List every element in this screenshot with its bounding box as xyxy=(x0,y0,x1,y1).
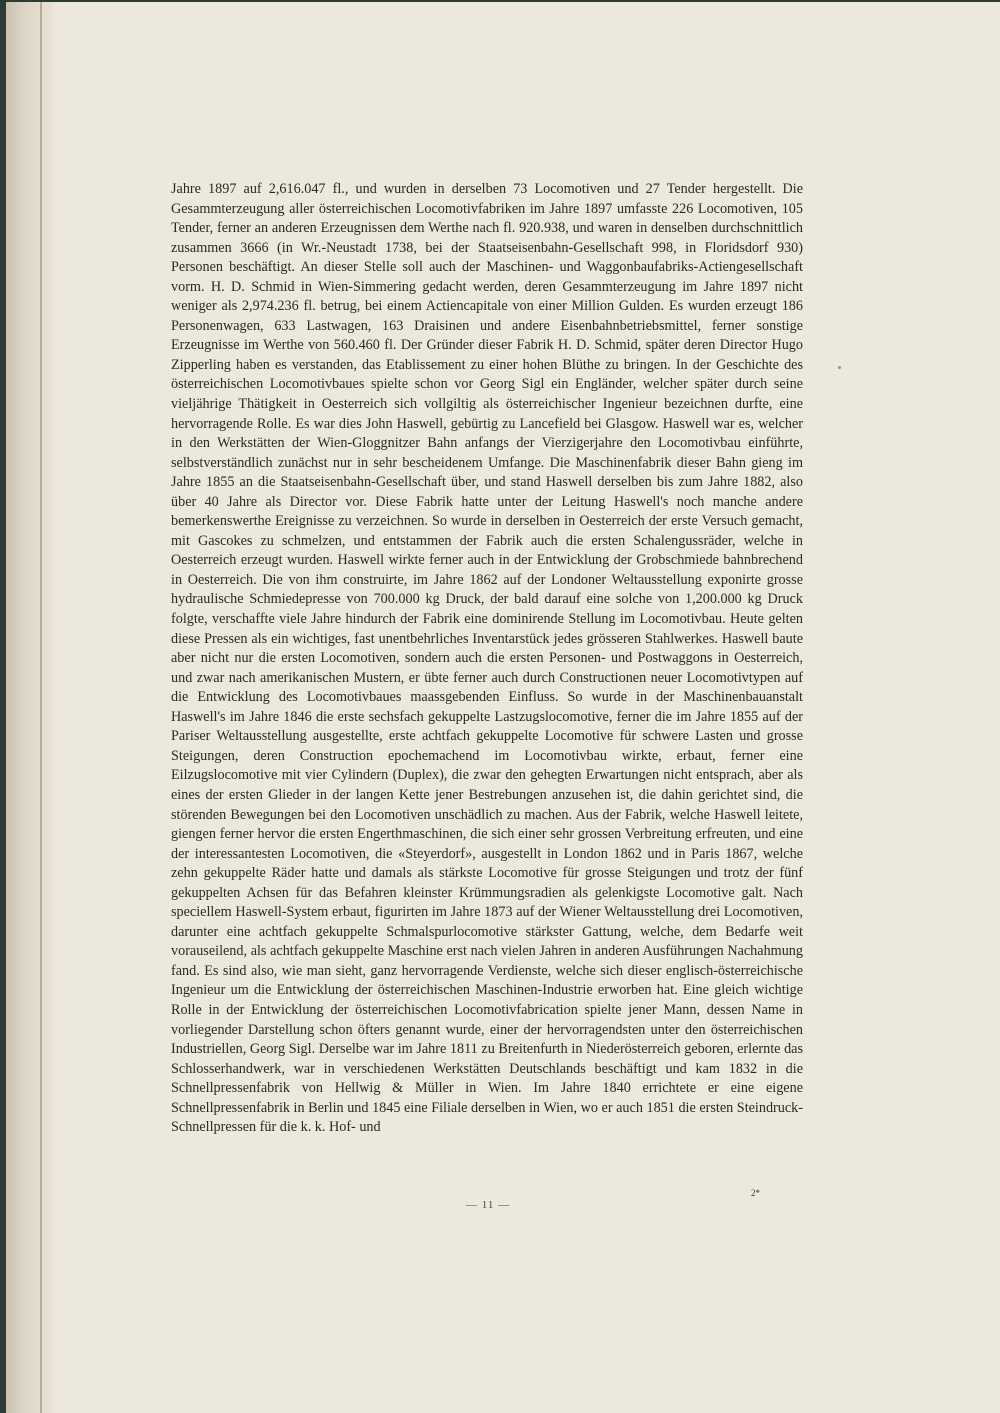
gutter-line xyxy=(40,2,42,1413)
signature-mark: 2* xyxy=(751,1188,760,1198)
body-paragraph: Jahre 1897 auf 2,616.047 fl., und wurden in derselben 73 Locomotiven und 27 Tender hergestellt. Die Gesammterzeugung aller österreichischen Locomotivfabriken im Jahre 1897 umfasste 226 Locomotiven, 105 Tender, ferner an anderen Erzeugnissen dem Werthe nach fl. 920.938, und waren in denselben durchschnittlich zusammen 3666 (in Wr.-Neustadt 1738, bei der Staatseisenbahn-Gesellschaft 998, in Floridsdorf 930) Personen beschäftigt. An dieser Stelle soll auch der Maschinen- und Waggonbaufabriks-Actiengesellschaft vorm. H. D. Schmid in Wien-Simmering gedacht werden, deren Gesammterzeugung im Jahre 1897 nicht weniger als 2,974.236 fl. betrug, bei einem Actiencapitale von einer Million Gulden. Es wurden erzeugt 186 Personenwagen, 633 Lastwagen, 163 Draisinen und andere Eisenbahnbetriebsmittel, ferner sonstige Erzeugnisse im Werthe von 560.460 fl. Der Gründer dieser Fabrik H. D. Schmid, später deren Director Hugo Zipperling haben es verstanden, das Etablissement zu einer hohen Blüthe zu bringen. In der Geschichte des österreichischen Locomotivbaues spielte schon vor Georg Sigl ein Engländer, welcher später durch seine vieljährige Thätigkeit in Oesterreich sich vollgiltig als österreichischer Ingenieur bezeichnen durfte, eine hervorragende Rolle. Es war dies John Haswell, gebürtig zu Lancefield bei Glasgow. Haswell war es, welcher in den Werkstätten der Wien-Gloggnitzer Bahn anfangs der Vierzigerjahre den Locomotivbau einführte, selbstverständlich zunächst nur in sehr bescheidenem Umfange. Die Maschinenfabrik dieser Bahn gieng im Jahre 1855 an die Staatseisenbahn-Gesellschaft über, und stand Haswell derselben bis zum Jahre 1882, also über 40 Jahre als Director vor. Diese Fabrik hatte unter der Leitung Haswell's noch manche andere bemerkenswerthe Ereignisse zu verzeichnen. So wurde in derselben in Oesterreich der erste Versuch gemacht, mit Gascokes zu schmelzen, und entstammen der Fabrik auch die ersten Schalengussräder, welche in Oesterreich erzeugt wurden. Haswell wirkte ferner auch in der Entwicklung der Grobschmiede bahnbrechend in Oesterreich. Die von ihm construirte, im Jahre 1862 auf der Londoner Weltausstellung exponirte grosse hydraulische Schmiedepresse von 700.000 kg Druck, der bald darauf eine solche von 1,200.000 kg Druck folgte, verschaffte viele Jahre hindurch der Fabrik eine dominirende Stellung im Locomotivbau. Heute gelten diese Pressen als ein wichtiges, fast unentbehrliches Inventarstück jedes grösseren Stahlwerkes. Haswell baute aber nicht nur die ersten Locomotiven, sondern auch die ersten Personen- und Postwaggons in Oesterreich, und zwar nach amerikanischen Mustern, er übte ferner auch durch Constructionen neuer Locomotivtypen auf die Entwicklung des Locomotivbaues maassgebenden Einfluss. So wurde in der Maschinenbauanstalt Haswell's im Jahre 1846 die erste sechsfach gekuppelte Lastzugslocomotive, ferner die im Jahre 1855 auf der Pariser Weltausstellung ausgestellte, erste achtfach gekuppelte Locomotive für schwere Lasten und grosse Steigungen, deren Construction epochemachend im Locomotivbau wirkte, erbaut, ferner eine Eilzugslocomotive mit vier Cylindern (Duplex), die zwar den gehegten Erwartungen nicht entsprach, aber als eines der ersten Glieder in der langen Kette jener Bestrebungen anzusehen ist, die dahin gerichtet sind, die störenden Bewegungen bei den Locomotiven unschädlich zu machen. Aus der Fabrik, welche Haswell leitete, giengen ferner hervor die ersten Engerthmaschinen, die sich einer sehr grossen Verbreitung erfreuten, und eine der interessantesten Locomotiven, die «Steyerdorf», ausgestellt in London 1862 und in Paris 1867, welche zehn gekuppelte Räder hatte und damals als stärkste Locomotive für grosse Steigungen und trotz der fünf gekuppelten Achsen für das Befahren kleinster Krümmungsradien als gelenkigste Locomotive galt. Nach speciellem Haswell-System erbaut, figurirten im Jahre 1873 auf der Wiener Weltausstellung drei Locomotiven, darunter eine achtfach gekuppelte Schmalspurlocomotive stärkster Gattung, welche, dem Bedarfe weit vorauseilend, als achtfach gekuppelte Maschine erst nach vielen Jahren in anderen Ausführungen Nachahmung fand. Es sind also, wie man sieht, ganz hervorragende Verdienste, welche sich dieser englisch-österreichische Ingenieur um die Entwicklung der österreichischen Maschinen-Industrie erworben hat. Eine gleich wichtige Rolle in der Entwicklung der österreichischen Locomotivfabrication spielte jener Mann, dessen Name in vorliegender Darstellung schon öfters genannt wurde, einer der hervorragendsten unter den österreichischen Industriellen, Georg Sigl. Derselbe war im Jahre 1811 zu Breitenfurth in Niederösterreich geboren, erlernte das Schlosserhandwerk, war in verschiedenen Werkstätten Deutschlands beschäftigt und kam 1832 in die Schnellpressenfabrik von Hellwig & Müller in Wien. Im Jahre 1840 errichtete er eine eigene Schnellpressenfabrik in Berlin und 1845 eine Filiale derselben in Wien, wo er auch 1851 die ersten Steindruck-Schnellpressen für die k. k. Hof- und xyxy=(171,181,803,1136)
book-page xyxy=(6,2,1000,1413)
paper-speck xyxy=(838,366,841,369)
page-number: — 11 — xyxy=(466,1199,511,1211)
page-spine-shadow xyxy=(6,2,52,1413)
